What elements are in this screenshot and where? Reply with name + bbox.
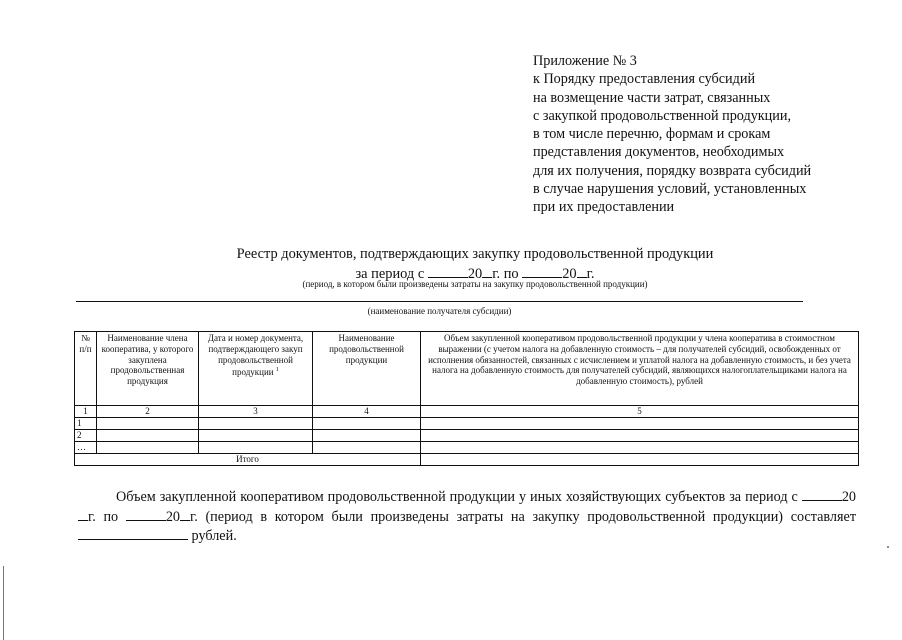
total-label: Итого [75, 454, 421, 466]
doc-cell[interactable] [199, 442, 313, 454]
total-row [75, 454, 859, 466]
recipient-caption: (наименование получателя субсидии) [367, 306, 512, 316]
column-number: 2 [97, 406, 199, 418]
column-number: 1 [75, 406, 97, 418]
period-note: (период, в котором были произведены затраты на закупку продовольственной продукции) [302, 279, 648, 289]
header-num: № п/п [75, 332, 97, 406]
header-volume: Объем закупленной кооперативом продовольственной продукции у члена кооператива в стоимостном выражении (с учетом налога на добавленную стоимость – для получателей субсидий, освобожденных от исполнения обязанностей, связанных с исчислением и уплатой налога на добавленную стоимость, и без учета налога на добавленную стоимость для получателей субсидий, являющихся налогоплательщиками налога на добавленную стоимость), рублей [421, 332, 859, 406]
row-number: 2 [75, 430, 97, 442]
appendix-line: для их получения, порядку возврата субсидий [533, 162, 812, 179]
product-cell[interactable] [313, 418, 421, 430]
para-from-blank[interactable] [802, 487, 842, 501]
from-suffix: г. по [492, 266, 519, 282]
header-doc-text: Дата и номер документа, подтверждающего закуп продовольственной продукции [207, 333, 304, 378]
member-cell[interactable] [97, 418, 199, 430]
volume-cell[interactable] [421, 418, 859, 430]
footnote-mark: 1 [275, 367, 279, 374]
recipient-name-field[interactable] [76, 301, 803, 302]
appendix-line: Приложение № 3 [533, 53, 637, 69]
column-number: 5 [421, 406, 859, 418]
appendix-header [533, 52, 863, 217]
table-header-row [75, 332, 859, 406]
year-from-blank[interactable] [482, 264, 492, 278]
scan-dot [887, 546, 889, 548]
table-row [75, 442, 859, 454]
appendix-line: при их предоставлении [533, 199, 675, 216]
total-value-cell[interactable] [421, 454, 859, 466]
appendix-line: на возмещение части затрат, связанных [533, 89, 771, 106]
product-cell[interactable] [313, 430, 421, 442]
volume-cell[interactable] [421, 430, 859, 442]
column-number: 3 [199, 406, 313, 418]
para-text-1: Объем закупленной кооперативом продовольственной продукции у иных хозяйствующих субъектов за период с [116, 489, 798, 505]
para-from-suffix: г. по [88, 508, 119, 525]
registry-table [74, 331, 859, 466]
summary-paragraph [78, 487, 856, 546]
header-product: Наименование продовольственной продукции [313, 332, 421, 406]
header-member: Наименование члена кооператива, у которого закуплена продовольственная продукция [97, 332, 199, 406]
para-year-to: 20 [165, 508, 181, 525]
column-number-row [75, 406, 859, 418]
para-to-blank[interactable] [126, 507, 166, 521]
year-prefix: 20 [467, 266, 483, 282]
product-cell[interactable] [313, 442, 421, 454]
year-to-blank[interactable] [577, 264, 587, 278]
volume-cell[interactable] [421, 442, 859, 454]
para-year-to-blank[interactable] [180, 507, 190, 521]
period-prefix: за период с [355, 266, 425, 282]
table-row [75, 418, 859, 430]
appendix-line: в том числе перечню, формам и срокам [533, 126, 771, 143]
appendix-line: с закупкой продовольственной продукции, [533, 107, 791, 124]
doc-cell[interactable] [199, 418, 313, 430]
row-number: 1 [75, 418, 97, 430]
member-cell[interactable] [97, 442, 199, 454]
year-prefix-to: 20 [562, 266, 577, 282]
appendix-line: представления документов, необходимых [533, 144, 785, 161]
para-currency: рублей. [191, 528, 237, 544]
appendix-line: к Порядку предоставления субсидий [533, 71, 756, 88]
table-row [75, 430, 859, 442]
member-cell[interactable] [97, 430, 199, 442]
doc-cell[interactable] [199, 430, 313, 442]
period-to-blank[interactable] [522, 264, 562, 278]
header-doc [199, 332, 313, 406]
row-number: … [75, 442, 97, 454]
to-suffix: г. [586, 266, 595, 282]
appendix-line: в случае нарушения условий, установленных [533, 181, 807, 198]
para-year-from: 20 [841, 489, 857, 505]
document-title: Реестр документов, подтверждающих закупку продовольственной продукции [236, 246, 714, 262]
column-number: 4 [313, 406, 421, 418]
amount-blank[interactable] [78, 526, 188, 540]
period-from-blank[interactable] [428, 264, 468, 278]
para-to-suffix: г. (период в котором были произведены затраты на закупку продовольственной продукции) составляет [190, 508, 857, 525]
scan-edge-mark [3, 566, 4, 640]
para-year-from-blank[interactable] [78, 507, 88, 521]
